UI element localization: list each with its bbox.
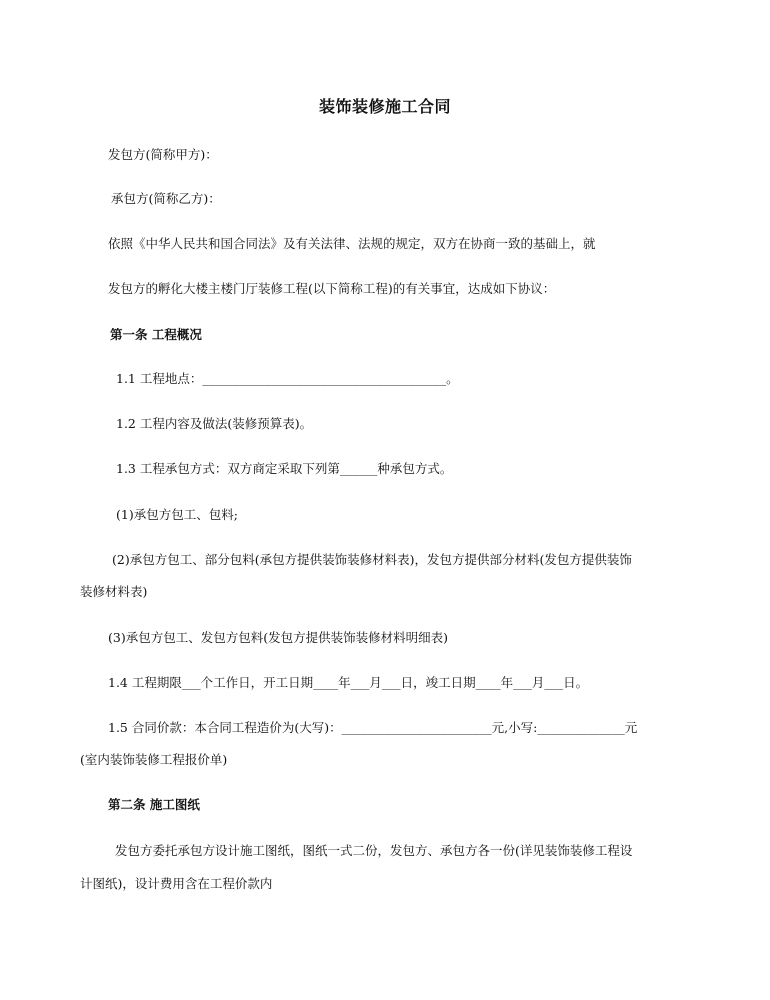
option-2-line-1: (2)承包方包工、部分包料(承包方提供装饰装修材料表)，发包方提供部分材料(发包方提供装饰 <box>112 552 632 567</box>
option-1-line: (1)承包方包工、包料; <box>116 507 238 522</box>
intro-paragraph-line-1: 依照《中华人民共和国合同法》及有关法律、法规的规定，双方在协商一致的基础上，就 <box>108 236 596 251</box>
item-1-5-price-line-2: (室内装饰装修工程报价单) <box>80 752 228 767</box>
party-a-line: 发包方(简称甲方)： <box>108 147 218 162</box>
intro-paragraph-line-2: 发包方的孵化大楼主楼门厅装修工程(以下简称工程)的有关事宜，达成如下协议： <box>108 281 556 296</box>
article-2-text-line-2: 计图纸)，设计费用含在工程价款内 <box>80 876 273 891</box>
article-2-heading: 第二条 施工图纸 <box>108 797 200 812</box>
article-2-text-line-1: 发包方委托承包方设计施工图纸，图纸一式二份，发包方、承包方各一份(详见装饰装修工程设 <box>115 843 633 858</box>
item-1-5-price-line-1: 1.5 合同价款：本合同工程造价为(大写)：________________________元,小写:______________元 <box>108 720 638 735</box>
document-title: 装饰装修施工合同 <box>318 97 451 116</box>
item-1-2-content: 1.2 工程内容及做法(装修预算表)。 <box>116 416 313 431</box>
option-3-line: (3)承包方包工、发包方包料(发包方提供装饰装修材料明细表) <box>108 630 448 645</box>
item-1-1-location: 1.1 工程地点：_______________________________________。 <box>116 371 459 386</box>
option-2-line-2: 装修材料表) <box>80 584 148 599</box>
item-1-3-contract-mode: 1.3 工程承包方式：双方商定采取下列第______种承包方式。 <box>116 461 453 476</box>
party-b-line: 承包方(简称乙方)： <box>111 191 221 206</box>
article-1-heading: 第一条 工程概况 <box>110 327 202 342</box>
item-1-4-schedule: 1.4 工程期限___个工作日，开工日期____年___月___日，竣工日期____年___月___日。 <box>108 675 589 690</box>
